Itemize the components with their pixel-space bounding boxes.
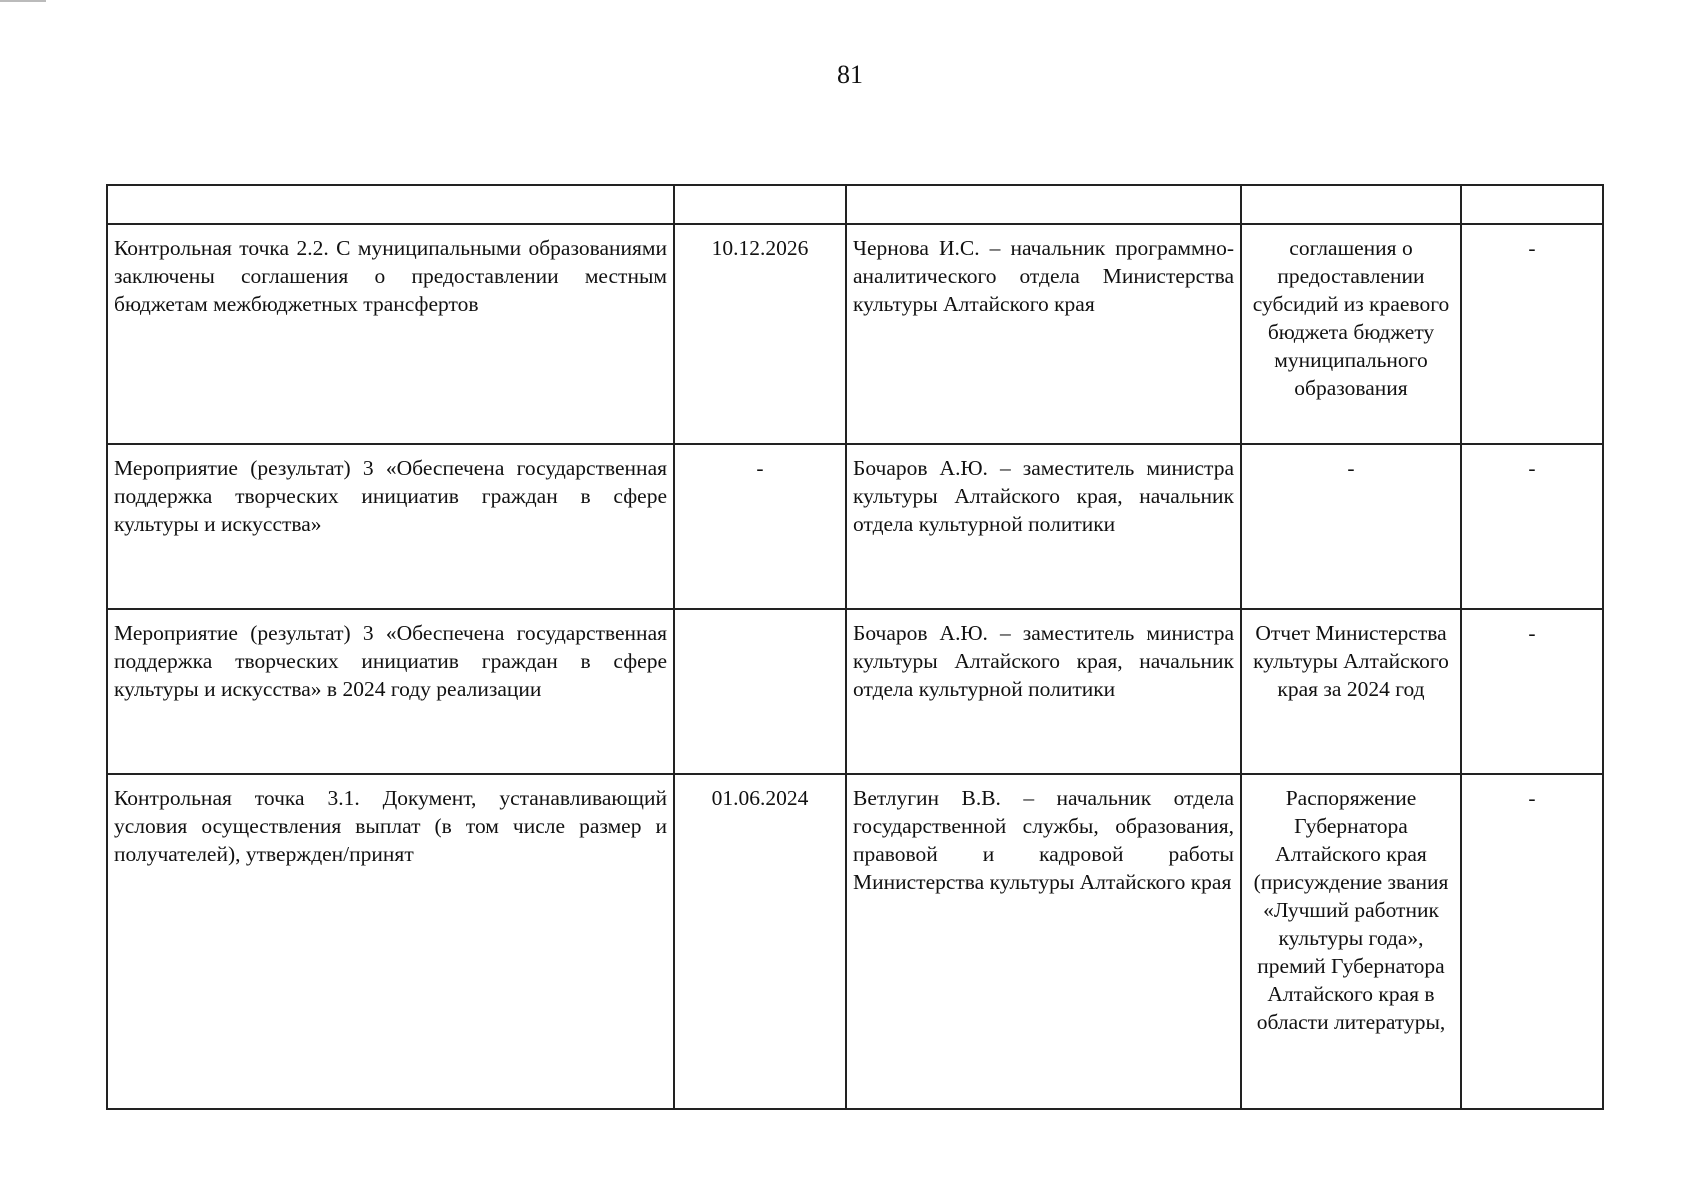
cell-note: -	[1461, 774, 1603, 1109]
cell-event-name: Контрольная точка 3.1. Документ, устанавливающий условия осуществления выплат (в том числе размер и получателей), утвержден/принят	[107, 774, 674, 1109]
header-cell	[107, 185, 674, 224]
table-row	[107, 609, 1603, 774]
cell-responsible: Бочаров А.Ю. – заместитель министра культуры Алтайского края, начальник отдела культурной политики	[846, 609, 1241, 774]
page-number: 81	[837, 60, 863, 89]
cell-document: -	[1241, 444, 1461, 609]
cell-event-name: Мероприятие (результат) 3 «Обеспечена государственная поддержка творческих инициатив граждан в сфере культуры и искусства»	[107, 444, 674, 609]
cell-document: Отчет Министерства культуры Алтайского края за 2024 год	[1241, 609, 1461, 774]
cell-note: -	[1461, 609, 1603, 774]
table-row	[107, 224, 1603, 444]
cell-date: -	[674, 444, 846, 609]
cell-document: Распоряжение Губернатора Алтайского края (присуждение звания «Лучший работник культуры года», премий Губернатора Алтайского края в области литературы,	[1241, 774, 1461, 1109]
cell-responsible: Бочаров А.Ю. – заместитель министра культуры Алтайского края, начальник отдела культурной политики	[846, 444, 1241, 609]
cell-date	[674, 609, 846, 774]
cell-note: -	[1461, 444, 1603, 609]
cell-note: -	[1461, 224, 1603, 444]
cell-event-name: Контрольная точка 2.2. С муниципальными образованиями заключены соглашения о предоставлении местным бюджетам межбюджетных трансфертов	[107, 224, 674, 444]
plan-table	[106, 184, 1604, 1110]
cell-event-name: Мероприятие (результат) 3 «Обеспечена государственная поддержка творческих инициатив граждан в сфере культуры и искусства» в 2024 году реализации	[107, 609, 674, 774]
scan-corner-mark	[0, 0, 46, 2]
header-cell	[846, 185, 1241, 224]
cell-responsible: Чернова И.С. – начальник программно-аналитического отдела Министерства культуры Алтайского края	[846, 224, 1241, 444]
table-header-row	[107, 185, 1603, 224]
header-cell	[1241, 185, 1461, 224]
table-row	[107, 774, 1603, 1109]
cell-date: 10.12.2026	[674, 224, 846, 444]
header-cell	[674, 185, 846, 224]
cell-responsible: Ветлугин В.В. – начальник отдела государственной службы, образования, правовой и кадровой работы Министерства культуры Алтайского края	[846, 774, 1241, 1109]
table-row	[107, 444, 1603, 609]
cell-document: соглашения о предоставлении субсидий из краевого бюджета бюджету муниципального образования	[1241, 224, 1461, 444]
cell-date: 01.06.2024	[674, 774, 846, 1109]
header-cell	[1461, 185, 1603, 224]
